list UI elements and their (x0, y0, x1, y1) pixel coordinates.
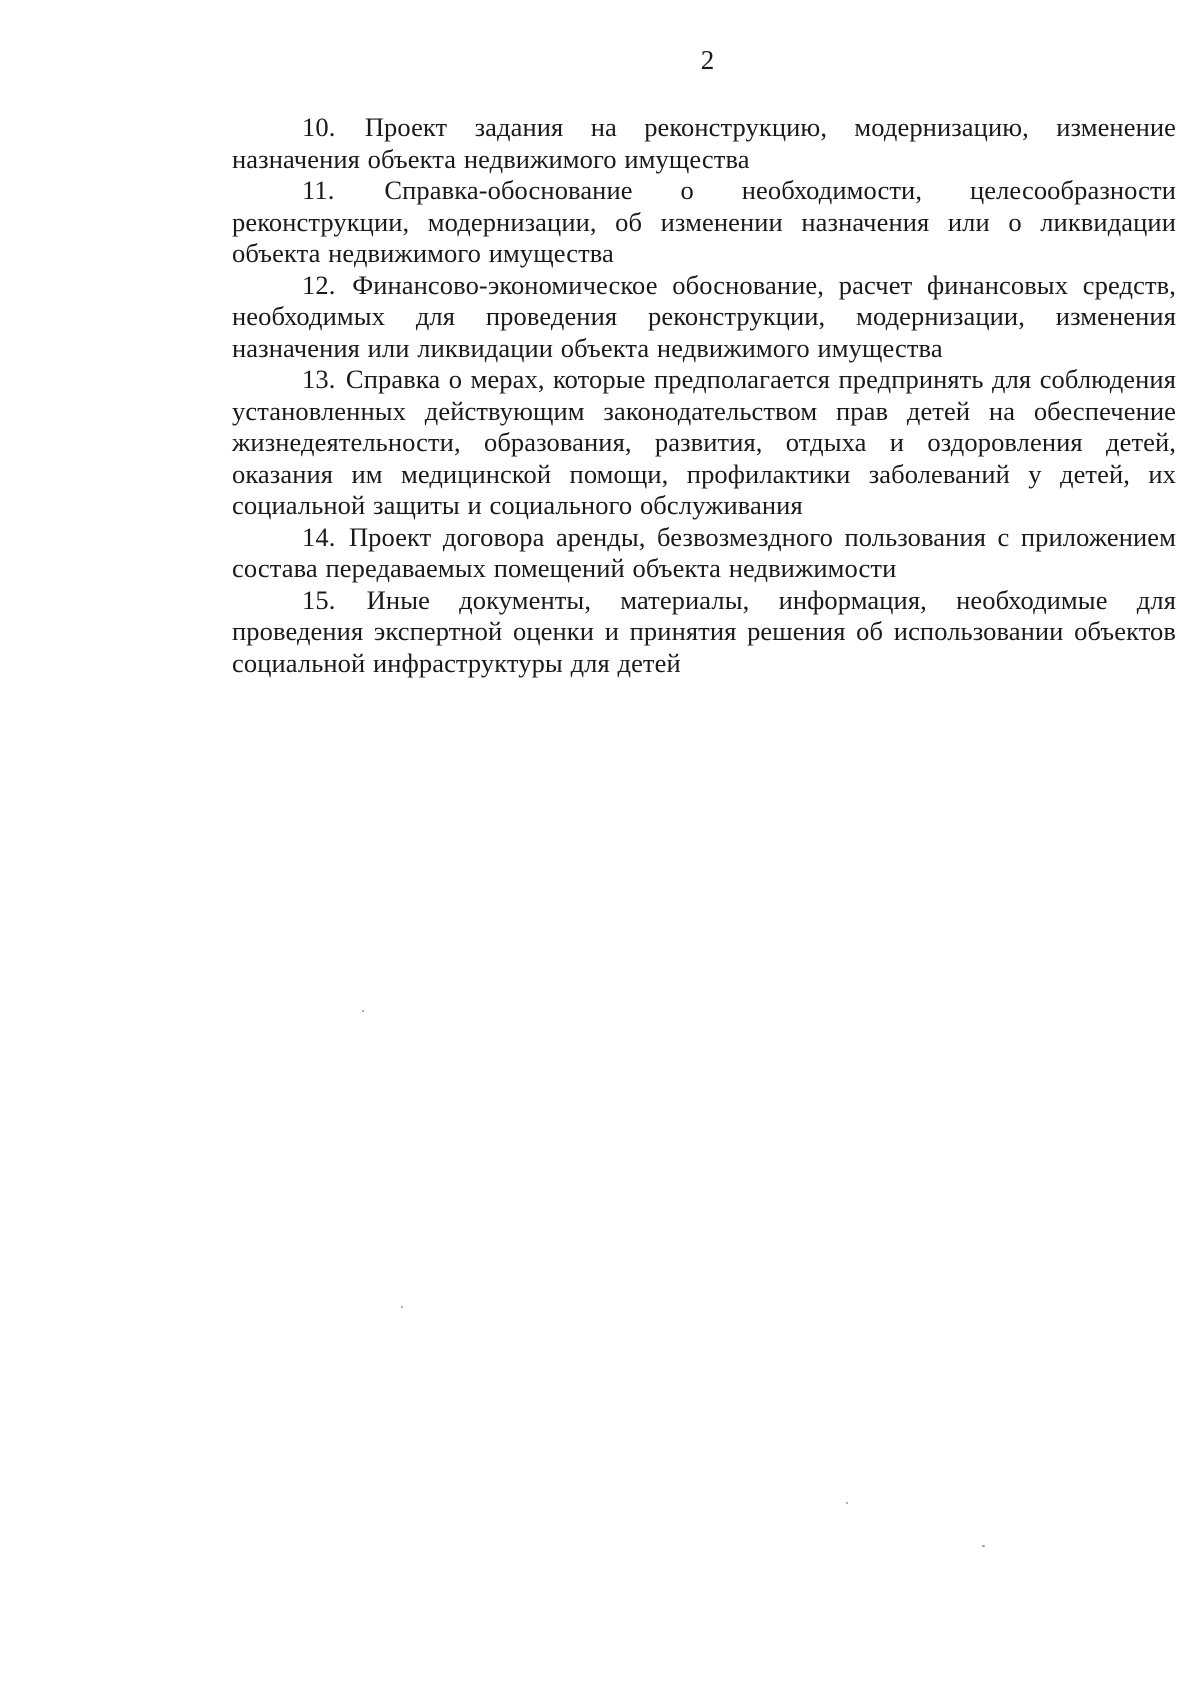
document-list (232, 112, 1176, 679)
item-text: Финансово-экономическое обоснование, расчет финансовых средств, необходимых для проведения реконструкции, модернизации, изменения назначения или ликвидации объекта недвижимого имущества (232, 269, 1176, 363)
scan-speck (846, 1502, 848, 1504)
item-text: Проект задания на реконструкцию, модернизацию, изменение назначения объекта недвижимого имущества (232, 112, 1176, 174)
list-item (232, 522, 1176, 585)
scan-speck (982, 1545, 985, 1547)
scan-speck (362, 1010, 364, 1012)
list-item (232, 364, 1176, 522)
item-text: Проект договора аренды, безвозмездного пользования с приложением состава передаваемых помещений объекта недвижимости (232, 521, 1176, 583)
list-item (232, 585, 1176, 680)
item-number: 10. (302, 112, 336, 142)
item-number: 15. (302, 584, 336, 615)
scan-speck (401, 1306, 403, 1308)
item-text: Иные документы, материалы, информация, необходимые для проведения экспертной оценки и принятия решения об использовании объектов социальной инфраструктуры для детей (232, 584, 1176, 678)
item-number: 13. (302, 364, 336, 394)
page-number: 2 (700, 45, 715, 75)
item-text: Справка-обоснование о необходимости, целесообразности реконструкции, модернизации, об изменении назначения или о ликвидации объекта недвижимого имущества (232, 175, 1176, 268)
list-item (232, 112, 1176, 175)
item-text: Справка о мерах, которые предполагается предпринять для соблюдения установленных действующим законодательством прав детей на обеспечение жизнедеятельности, образования, развития, отдыха и оздоровления детей, оказания им медицинской помощи, профилактики заболеваний у детей, их социальной защиты и социального обслуживания (232, 364, 1176, 520)
item-number: 12. (302, 269, 336, 300)
item-number: 11. (302, 175, 335, 205)
list-item (232, 175, 1176, 270)
item-number: 14. (302, 521, 336, 552)
list-item (232, 270, 1176, 365)
